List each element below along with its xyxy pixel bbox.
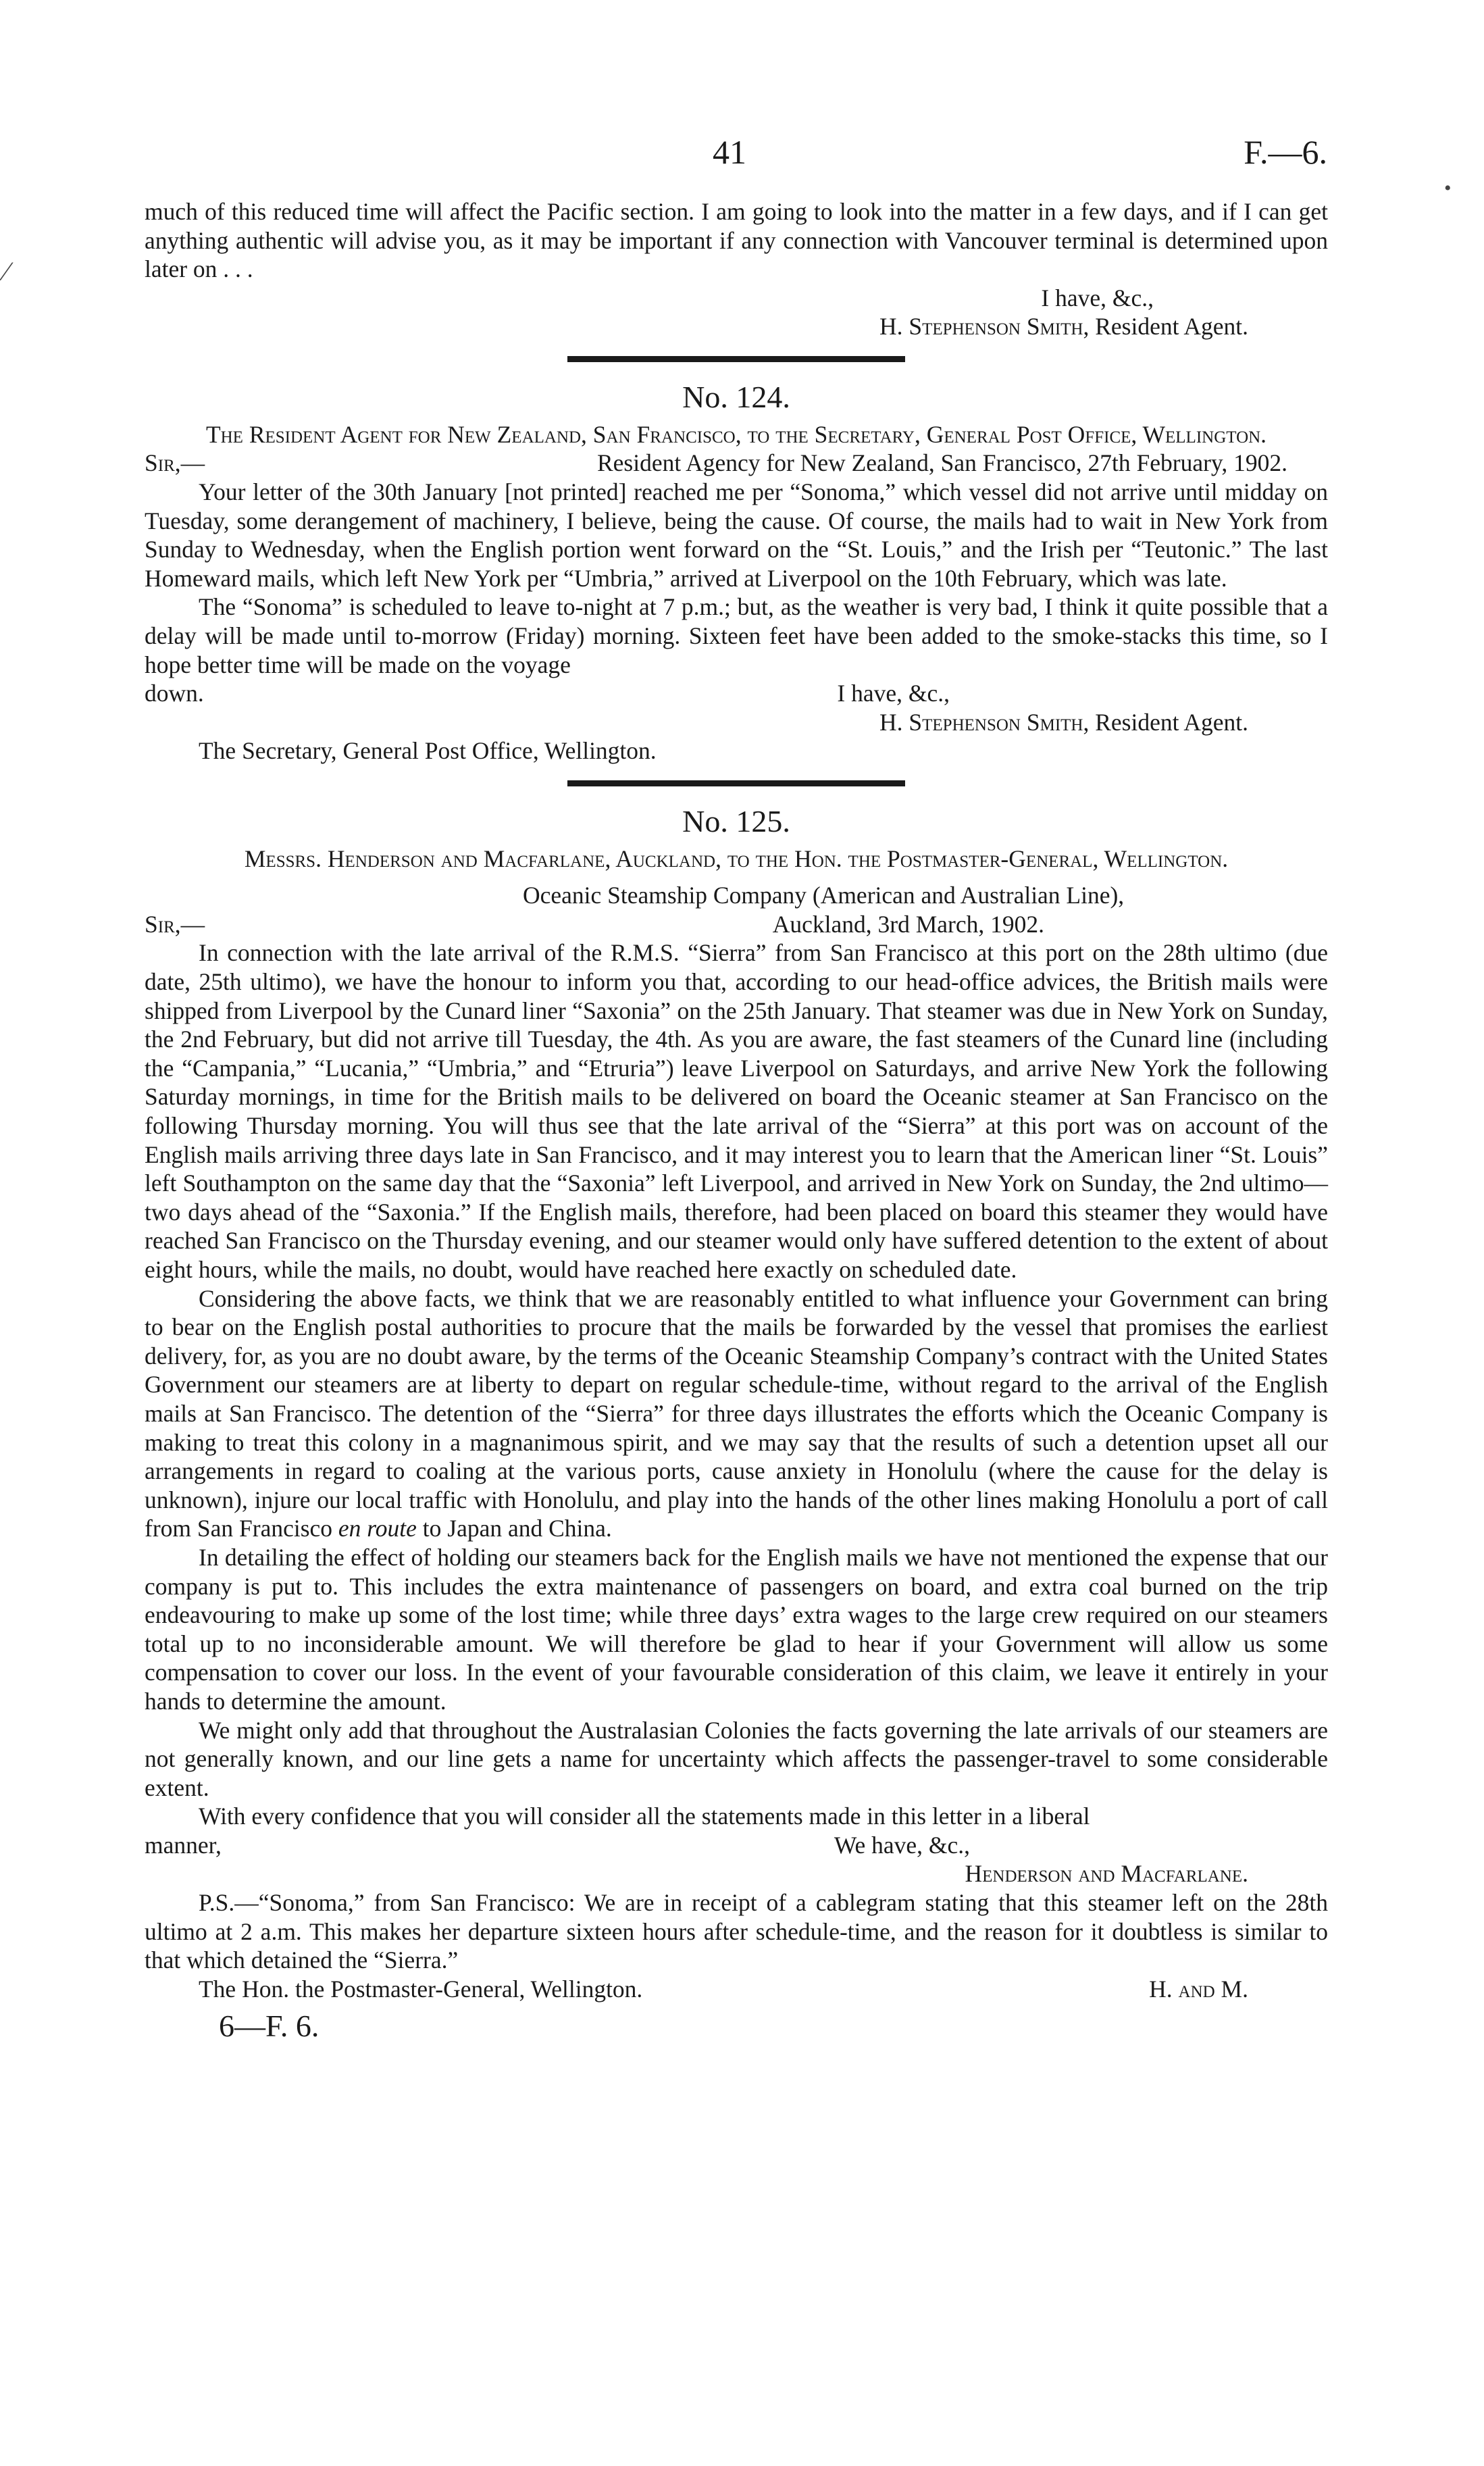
salutation: Sir,— [145,449,205,477]
page-content [145,197,1328,2045]
section-divider [567,356,905,362]
dateline: Auckland, 3rd March, 1902. [772,910,1044,938]
series-code: F.—6. [1244,133,1327,171]
paragraph-end: down. [145,680,204,707]
paragraph: much of this reduced time will affect the Pacific section. I am going to look into the matter in a few days, and if I can get anything authentic will advise you, as it may be important if any connection with Vancouver terminal is determined upon later on . . . [145,198,1328,283]
recipient-row [145,1975,1328,2004]
closing-row [145,1831,1328,1860]
margin-dot: • [1444,177,1452,199]
dateline: Oceanic Steamship Company (American and Australian Line), [523,882,1125,909]
dateline-row [145,449,1328,478]
letter-address: Messrs. Henderson and Macfarlane, Auckland, to the Hon. the Postmaster-General, Wellington. [244,845,1229,872]
margin-mark: ⁄ [4,256,9,286]
recipient: The Secretary, General Post Office, Wellington. [199,737,657,765]
letter-address: The Resident Agent for New Zealand, San Francisco, to the Secretary, General Post Office, Wellington. [205,420,1267,448]
postscript: P.S.—“Sonoma,” from San Francisco: We are in receipt of a cablegram stating that this steamer left on the 28th ultimo at 2 a.m. This makes her departure sixteen hours after schedule-time, and the reason for it doubtless is similar to that which detained the “Sierra.” [145,1889,1328,1974]
letter-number: No. 125. [682,803,790,838]
letter-123-continuation [145,197,1328,341]
paragraph: We might only add that throughout the Australasian Colonies the facts governing the late arrivals of our steamers are not generally known, and our line gets a name for uncertainty which affects the passenger-travel to some considerable extent. [145,1716,1328,1801]
signature: H. Stephenson Smith, Resident Agent. [879,313,1248,341]
letter-124 [145,377,1328,765]
recipient: The Hon. the Postmaster-General, Wellington. [199,1975,643,2003]
page-number: 41 [713,133,746,171]
signature: H. Stephenson Smith, Resident Agent. [879,708,1248,736]
paragraph: In connection with the late arrival of the R.M.S. “Sierra” from San Francisco at this port on the 28th ultimo (due date, 25th ultimo), we have the honour to inform you that, according to our head-office advices, the British mails were shipped from Liverpool by the Cunard liner “Saxonia” on the 25th January. That steamer was due in New York on Sunday, the 2nd February, but did not arrive till Tuesday, the 4th. As you are aware, the fast steamers of the Cunard line (including the “Campania,” “Lucania,” “Umbria,” and “Etruria”) leave Liverpool on Saturdays, and arrive New York the following Saturday mornings, in time for the British mails to be delivered on board the Oceanic steamer at San Francisco on the following Thursday morning. You will thus see that the late arrival of the “Sierra” at this port was on account of the English mails arriving three days late in San Francisco, and it may interest you to learn that the American liner “St. Louis” left Southampton on the same day that the “Saxonia” left Liverpool, and arrived in New York on Sunday, the 2nd ultimo—two days ahead of the “Saxonia.” If the English mails, therefore, had been placed on board this steamer they would have reached San Francisco on the Thursday evening, and our steamer would only have suffered detention to the extent of about eight hours, while the mails, no doubt, would have reached here exactly on scheduled date. [145,939,1328,1283]
paragraph: Considering the above facts, we think that we are reasonably entitled to what influence your Government can bring to bear on the English postal authorities to procure that the mails be forwarded by the vessel that promises the earliest delivery, for, as you are no doubt aware, by the terms of the Oceanic Steamship Company’s contract with the United States Government our steamers are at liberty to depart on regular schedule-time, without regard to the arrival of the English mails at San Francisco. The detention of the “Sierra” for three days illustrates the efforts which the Oceanic Company is making to treat this colony in a magnanimous spirit, and we may say that the results of such a detention upset all our arrangements in regard to coaling at the various ports, cause anxiety in Honolulu (where the cause for the delay is unknown), injure our local traffic with Honolulu, and play into the hands of the other lines making Honolulu a port of call from San Francisco en route to Japan and China. [145,1284,1328,1542]
initials: H. and M. [1149,1975,1248,2003]
signature: Henderson and Macfarlane. [965,1860,1248,1888]
signature-mark: 6—F. 6. [219,2009,319,2044]
dateline: Resident Agency for New Zealand, San Francisco, 27th February, 1902. [596,449,1287,477]
paragraph-end: manner, [145,1831,222,1859]
page-header [0,132,1484,180]
paragraph: In detailing the effect of holding our steamers back for the English mails we have not mentioned the expense that our company is put to. This includes the extra maintenance of passengers on board, and extra coal burned on the trip endeavouring to make up some of the lost time; while three days’ extra wages to the large crew required on our steamers total up to no inconsiderable amount. We will therefore be glad to hear if your Government will allow us some compensation to cover our loss. In the event of your favourable consideration of this claim, we leave it entirely in your hands to determine the amount. [145,1543,1328,1715]
closing-row [145,679,1328,708]
letter-125 [145,801,1328,2045]
closing: I have, &c., [1041,284,1154,311]
paragraph: With every confidence that you will consider all the statements made in this letter in a liberal [199,1803,1090,1830]
dateline-row [145,910,1328,939]
closing: I have, &c., [837,680,950,707]
closing: We have, &c., [834,1831,970,1859]
paragraph: The “Sonoma” is scheduled to leave to-night at 7 p.m.; but, as the weather is very bad, I think it quite possible that a delay will be made until to-morrow (Friday) morning. Sixteen feet have been added to the smoke-stacks this time, so I hope better time will be made on the voyage [145,593,1328,678]
salutation: Sir,— [145,910,205,938]
paragraph: Your letter of the 30th January [not printed] reached me per “Sonoma,” which vessel did not arrive until midday on Tuesday, some derangement of machinery, I believe, being the cause. Of course, the mails had to wait in New York from Sunday to Wednesday, when the English portion went forward on the “St. Louis,” and the Irish per “Teutonic.” The last Homeward mails, which left New York per “Umbria,” arrived at Liverpool on the 10th February, which was late. [145,478,1328,592]
section-divider [567,780,905,786]
letter-number: No. 124. [682,379,790,414]
